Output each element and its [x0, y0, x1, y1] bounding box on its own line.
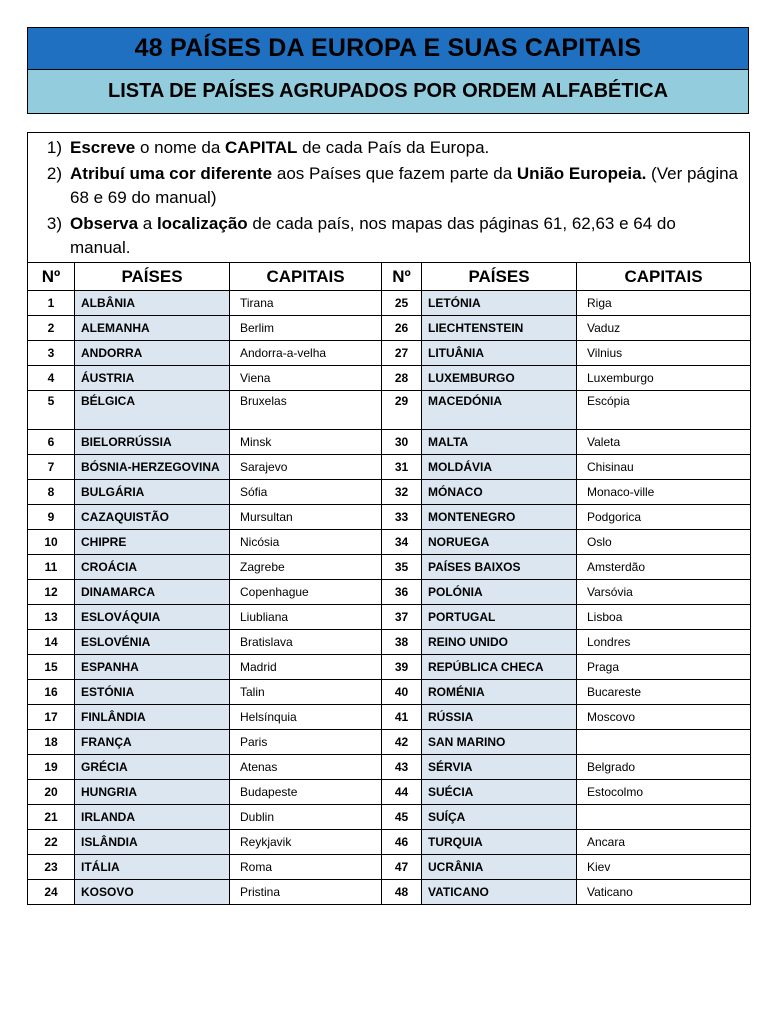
instruction-fragment: de cada País da Europa.	[297, 138, 490, 157]
cell-country-right: SAN MARINO	[422, 730, 577, 755]
instruction-item	[38, 162, 739, 210]
cell-capital-left: Nicósia	[230, 530, 382, 555]
cell-country-right: MOLDÁVIA	[422, 455, 577, 480]
cell-num-right: 29	[382, 391, 422, 430]
cell-num-left: 3	[28, 341, 75, 366]
cell-country-left: ALEMANHA	[75, 316, 230, 341]
table-row	[28, 605, 751, 630]
table-row	[28, 755, 751, 780]
cell-country-right: LETÓNIA	[422, 291, 577, 316]
cell-capital-right: Bucareste	[577, 680, 751, 705]
cell-country-right: SUÉCIA	[422, 780, 577, 805]
cell-country-left: ITÁLIA	[75, 855, 230, 880]
table-row	[28, 391, 751, 430]
cell-capital-left: Paris	[230, 730, 382, 755]
worksheet	[27, 132, 750, 905]
countries-table	[27, 262, 751, 905]
table-row	[28, 530, 751, 555]
cell-capital-right: Luxemburgo	[577, 366, 751, 391]
cell-country-right: MONTENEGRO	[422, 505, 577, 530]
cell-country-right: LITUÂNIA	[422, 341, 577, 366]
cell-num-right: 32	[382, 480, 422, 505]
cell-country-right: ROMÉNIA	[422, 680, 577, 705]
cell-num-left: 14	[28, 630, 75, 655]
table-row	[28, 830, 751, 855]
cell-country-left: BULGÁRIA	[75, 480, 230, 505]
cell-country-right: PORTUGAL	[422, 605, 577, 630]
table-row	[28, 630, 751, 655]
cell-num-left: 19	[28, 755, 75, 780]
cell-capital-left: Talin	[230, 680, 382, 705]
cell-country-right: UCRÂNIA	[422, 855, 577, 880]
cell-capital-left: Zagrebe	[230, 555, 382, 580]
table-row	[28, 680, 751, 705]
cell-capital-left: Berlim	[230, 316, 382, 341]
cell-country-right: MALTA	[422, 430, 577, 455]
table-row	[28, 316, 751, 341]
cell-num-right: 36	[382, 580, 422, 605]
cell-num-right: 38	[382, 630, 422, 655]
cell-num-left: 12	[28, 580, 75, 605]
cell-country-right: REINO UNIDO	[422, 630, 577, 655]
table-row	[28, 291, 751, 316]
instruction-emphasis: Atribuí uma cor diferente	[70, 164, 273, 183]
header-capitals-right: CAPITAIS	[577, 263, 751, 291]
cell-country-left: BIELORRÚSSIA	[75, 430, 230, 455]
cell-num-right: 35	[382, 555, 422, 580]
instruction-number: 2)	[46, 164, 62, 183]
cell-country-left: IRLANDA	[75, 805, 230, 830]
cell-num-right: 43	[382, 755, 422, 780]
cell-country-left: FRANÇA	[75, 730, 230, 755]
table-row	[28, 480, 751, 505]
cell-capital-right: Vaticano	[577, 880, 751, 905]
cell-capital-right: Podgorica	[577, 505, 751, 530]
cell-capital-left: Sófia	[230, 480, 382, 505]
cell-capital-right: Ancara	[577, 830, 751, 855]
cell-country-right: LUXEMBURGO	[422, 366, 577, 391]
cell-num-left: 2	[28, 316, 75, 341]
cell-capital-right: Lisboa	[577, 605, 751, 630]
cell-capital-right: Escópia	[577, 391, 751, 430]
instruction-fragment: a	[138, 214, 157, 233]
table-row	[28, 780, 751, 805]
cell-num-right: 45	[382, 805, 422, 830]
cell-num-right: 41	[382, 705, 422, 730]
cell-num-left: 20	[28, 780, 75, 805]
cell-capital-left: Pristina	[230, 880, 382, 905]
cell-capital-left: Dublin	[230, 805, 382, 830]
table-row	[28, 341, 751, 366]
cell-country-left: KOSOVO	[75, 880, 230, 905]
cell-num-right: 46	[382, 830, 422, 855]
cell-country-left: ESTÓNIA	[75, 680, 230, 705]
header-countries-left: PAÍSES	[75, 263, 230, 291]
cell-country-left: GRÉCIA	[75, 755, 230, 780]
table-row	[28, 880, 751, 905]
cell-num-right: 47	[382, 855, 422, 880]
cell-num-left: 10	[28, 530, 75, 555]
cell-num-left: 1	[28, 291, 75, 316]
cell-capital-left: Copenhague	[230, 580, 382, 605]
table-row	[28, 455, 751, 480]
cell-num-right: 37	[382, 605, 422, 630]
instruction-fragment: (Ver página 68 e 69 do manual)	[70, 164, 739, 207]
cell-num-right: 28	[382, 366, 422, 391]
cell-num-left: 13	[28, 605, 75, 630]
instruction-number: 3)	[46, 214, 62, 233]
cell-num-right: 44	[382, 780, 422, 805]
cell-capital-right: Riga	[577, 291, 751, 316]
cell-country-left: CROÁCIA	[75, 555, 230, 580]
cell-num-left: 23	[28, 855, 75, 880]
instruction-emphasis: CAPITAL	[225, 138, 298, 157]
cell-num-left: 9	[28, 505, 75, 530]
table-row	[28, 655, 751, 680]
instruction-fragment: aos Países que fazem parte da	[272, 164, 517, 183]
cell-capital-right: Vaduz	[577, 316, 751, 341]
cell-num-left: 24	[28, 880, 75, 905]
cell-country-left: ALBÂNIA	[75, 291, 230, 316]
cell-num-left: 6	[28, 430, 75, 455]
cell-country-left: BÉLGICA	[75, 391, 230, 430]
table-row	[28, 430, 751, 455]
cell-country-right: MACEDÓNIA	[422, 391, 577, 430]
cell-capital-left: Minsk	[230, 430, 382, 455]
cell-capital-right: Valeta	[577, 430, 751, 455]
cell-country-left: FINLÂNDIA	[75, 705, 230, 730]
cell-country-left: ESPANHA	[75, 655, 230, 680]
page-subtitle: LISTA DE PAÍSES AGRUPADOS POR ORDEM ALFABÉTICA	[107, 80, 669, 102]
instruction-item	[38, 212, 739, 260]
cell-capital-left: Liubliana	[230, 605, 382, 630]
cell-country-right: NORUEGA	[422, 530, 577, 555]
cell-country-left: DINAMARCA	[75, 580, 230, 605]
cell-num-left: 18	[28, 730, 75, 755]
cell-num-right: 39	[382, 655, 422, 680]
instruction-fragment: o nome da	[135, 138, 226, 157]
table-row	[28, 366, 751, 391]
cell-capital-right: Moscovo	[577, 705, 751, 730]
cell-capital-right: Vilnius	[577, 341, 751, 366]
instruction-emphasis: União Europeia.	[516, 164, 647, 183]
cell-capital-right: Estocolmo	[577, 780, 751, 805]
table-header-row	[28, 263, 751, 291]
instructions-box	[27, 132, 750, 262]
cell-capital-right	[577, 730, 751, 755]
cell-country-left: ÁUSTRIA	[75, 366, 230, 391]
cell-num-left: 17	[28, 705, 75, 730]
cell-country-right: TURQUIA	[422, 830, 577, 855]
cell-country-left: ANDORRA	[75, 341, 230, 366]
cell-num-left: 11	[28, 555, 75, 580]
cell-country-right: REPÚBLICA CHECA	[422, 655, 577, 680]
cell-country-left: BÓSNIA-HERZEGOVINA	[75, 455, 230, 480]
cell-capital-left: Budapeste	[230, 780, 382, 805]
cell-capital-left: Atenas	[230, 755, 382, 780]
cell-country-right: POLÓNIA	[422, 580, 577, 605]
page-title-bar	[27, 27, 749, 70]
table-row	[28, 855, 751, 880]
cell-country-right: VATICANO	[422, 880, 577, 905]
cell-country-right: PAÍSES BAIXOS	[422, 555, 577, 580]
instruction-text	[70, 162, 739, 210]
cell-num-left: 21	[28, 805, 75, 830]
cell-country-right: SÉRVIA	[422, 755, 577, 780]
instruction-emphasis: localização	[156, 214, 248, 233]
cell-num-right: 34	[382, 530, 422, 555]
cell-num-left: 15	[28, 655, 75, 680]
table-row	[28, 505, 751, 530]
cell-country-right: RÚSSIA	[422, 705, 577, 730]
cell-num-left: 5	[28, 391, 75, 430]
table-row	[28, 705, 751, 730]
cell-capital-left: Andorra-a-velha	[230, 341, 382, 366]
instruction-number: 1)	[46, 138, 62, 157]
cell-capital-left: Bruxelas	[230, 391, 382, 430]
cell-capital-right: Londres	[577, 630, 751, 655]
cell-capital-right: Varsóvia	[577, 580, 751, 605]
cell-capital-right: Praga	[577, 655, 751, 680]
cell-country-left: ESLOVÁQUIA	[75, 605, 230, 630]
page-title: 48 PAÍSES DA EUROPA E SUAS CAPITAIS	[134, 34, 642, 62]
header-num-left: Nº	[28, 263, 75, 291]
cell-num-right: 31	[382, 455, 422, 480]
cell-capital-left: Roma	[230, 855, 382, 880]
cell-num-right: 40	[382, 680, 422, 705]
cell-num-right: 26	[382, 316, 422, 341]
cell-capital-right	[577, 805, 751, 830]
cell-num-left: 22	[28, 830, 75, 855]
cell-country-right: LIECHTENSTEIN	[422, 316, 577, 341]
instruction-text	[70, 136, 739, 160]
instruction-emphasis: Observa	[70, 214, 139, 233]
cell-capital-left: Viena	[230, 366, 382, 391]
cell-capital-left: Madrid	[230, 655, 382, 680]
cell-num-left: 7	[28, 455, 75, 480]
cell-country-left: CHIPRE	[75, 530, 230, 555]
instruction-item	[38, 136, 739, 160]
cell-capital-right: Monaco-ville	[577, 480, 751, 505]
cell-num-right: 25	[382, 291, 422, 316]
cell-capital-left: Helsínquia	[230, 705, 382, 730]
cell-num-left: 8	[28, 480, 75, 505]
table-row	[28, 805, 751, 830]
cell-capital-left: Mursultan	[230, 505, 382, 530]
header-countries-right: PAÍSES	[422, 263, 577, 291]
cell-country-right: SUÍÇA	[422, 805, 577, 830]
cell-capital-left: Reykjavik	[230, 830, 382, 855]
instruction-text	[70, 212, 739, 260]
cell-capital-right: Oslo	[577, 530, 751, 555]
cell-country-left: ESLOVÉNIA	[75, 630, 230, 655]
table-row	[28, 555, 751, 580]
cell-capital-right: Amsterdão	[577, 555, 751, 580]
cell-country-left: HUNGRIA	[75, 780, 230, 805]
cell-num-right: 27	[382, 341, 422, 366]
header-capitals-left: CAPITAIS	[230, 263, 382, 291]
table-row	[28, 730, 751, 755]
cell-country-left: ISLÂNDIA	[75, 830, 230, 855]
cell-country-left: CAZAQUISTÃO	[75, 505, 230, 530]
cell-capital-right: Chisinau	[577, 455, 751, 480]
cell-country-right: MÓNACO	[422, 480, 577, 505]
cell-num-left: 4	[28, 366, 75, 391]
cell-capital-left: Tirana	[230, 291, 382, 316]
cell-num-right: 33	[382, 505, 422, 530]
cell-capital-left: Sarajevo	[230, 455, 382, 480]
cell-num-left: 16	[28, 680, 75, 705]
cell-capital-left: Bratislava	[230, 630, 382, 655]
table-row	[28, 580, 751, 605]
cell-capital-right: Kiev	[577, 855, 751, 880]
header-num-right: Nº	[382, 263, 422, 291]
instruction-fragment: de cada país, nos mapas das páginas 61, 62,63 e 64 do manual.	[70, 214, 676, 257]
cell-num-right: 48	[382, 880, 422, 905]
cell-num-right: 30	[382, 430, 422, 455]
cell-capital-right: Belgrado	[577, 755, 751, 780]
instruction-emphasis: Escreve	[70, 138, 136, 157]
cell-num-right: 42	[382, 730, 422, 755]
page-subtitle-bar	[27, 70, 749, 114]
